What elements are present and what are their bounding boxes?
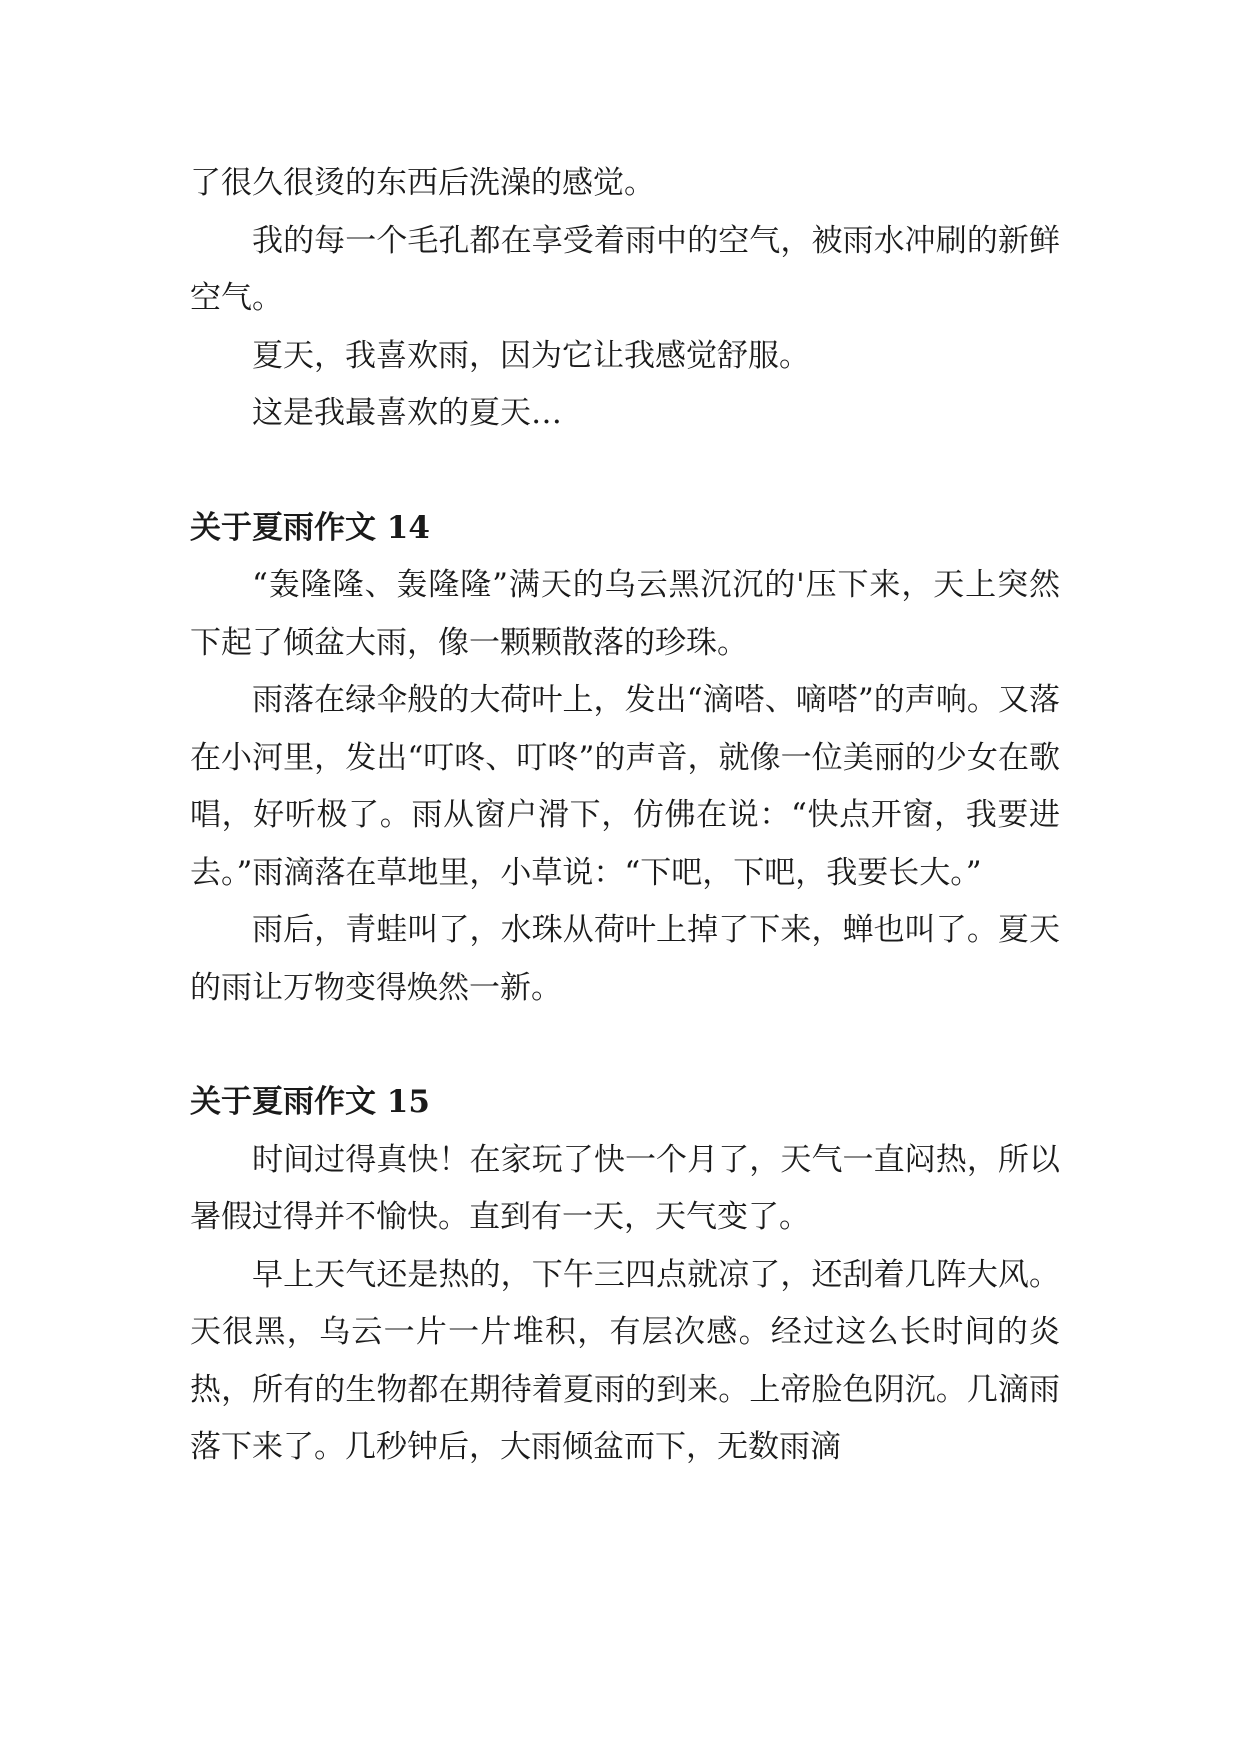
continuation-text: 了很久很烫的东西后洗澡的感觉。 [190,165,655,201]
paragraph: 雨落在绿伞般的大荷叶上，发出“滴嗒、嘀嗒”的声响。又落在小河里，发出“叮咚、叮咚”的声音，就像一位美丽的少女在歌唱，好听极了。雨从窗户滑下，仿佛在说：“快点开窗，我要进去。”雨滴落在草地里，小草说：“下吧，下吧，我要长大。” [190,682,1060,891]
paragraph: 雨后，青蛙叫了，水珠从荷叶上掉了下来，蝉也叫了。夏天的雨让万物变得焕然一新。 [190,912,1060,1006]
paragraph: 早上天气还是热的，下午三四点就凉了，还刮着几阵大风。天很黑，乌云一片一片堆积，有层次感。经过这么长时间的炎热，所有的生物都在期待着夏雨的到来。上帝脸色阴沉。几滴雨落下来了。几秒钟后，大雨倾盆而下，无数雨滴 [190,1256,1060,1465]
paragraph: 夏天，我喜欢雨，因为它让我感觉舒服。 [252,337,810,374]
paragraph: “轰隆隆、轰隆隆”满天的乌云黑沉沉的'压下来，天上突然下起了倾盆大雨，像一颗颗散落的珍珠。 [190,567,1060,661]
essay-15-title: 关于夏雨作文 15 [190,1084,430,1120]
paragraph: 这是我最喜欢的夏天… [252,395,562,431]
paragraph: 时间过得真快！在家玩了快一个月了，天气一直闷热，所以暑假过得并不愉快。直到有一天，天气变了。 [190,1141,1060,1235]
document-body [190,155,1060,1477]
paragraph: 我的每一个毛孔都在享受着雨中的空气，被雨水冲刷的新鲜空气。 [190,222,1060,316]
essay-14-title: 关于夏雨作文 14 [190,509,430,546]
